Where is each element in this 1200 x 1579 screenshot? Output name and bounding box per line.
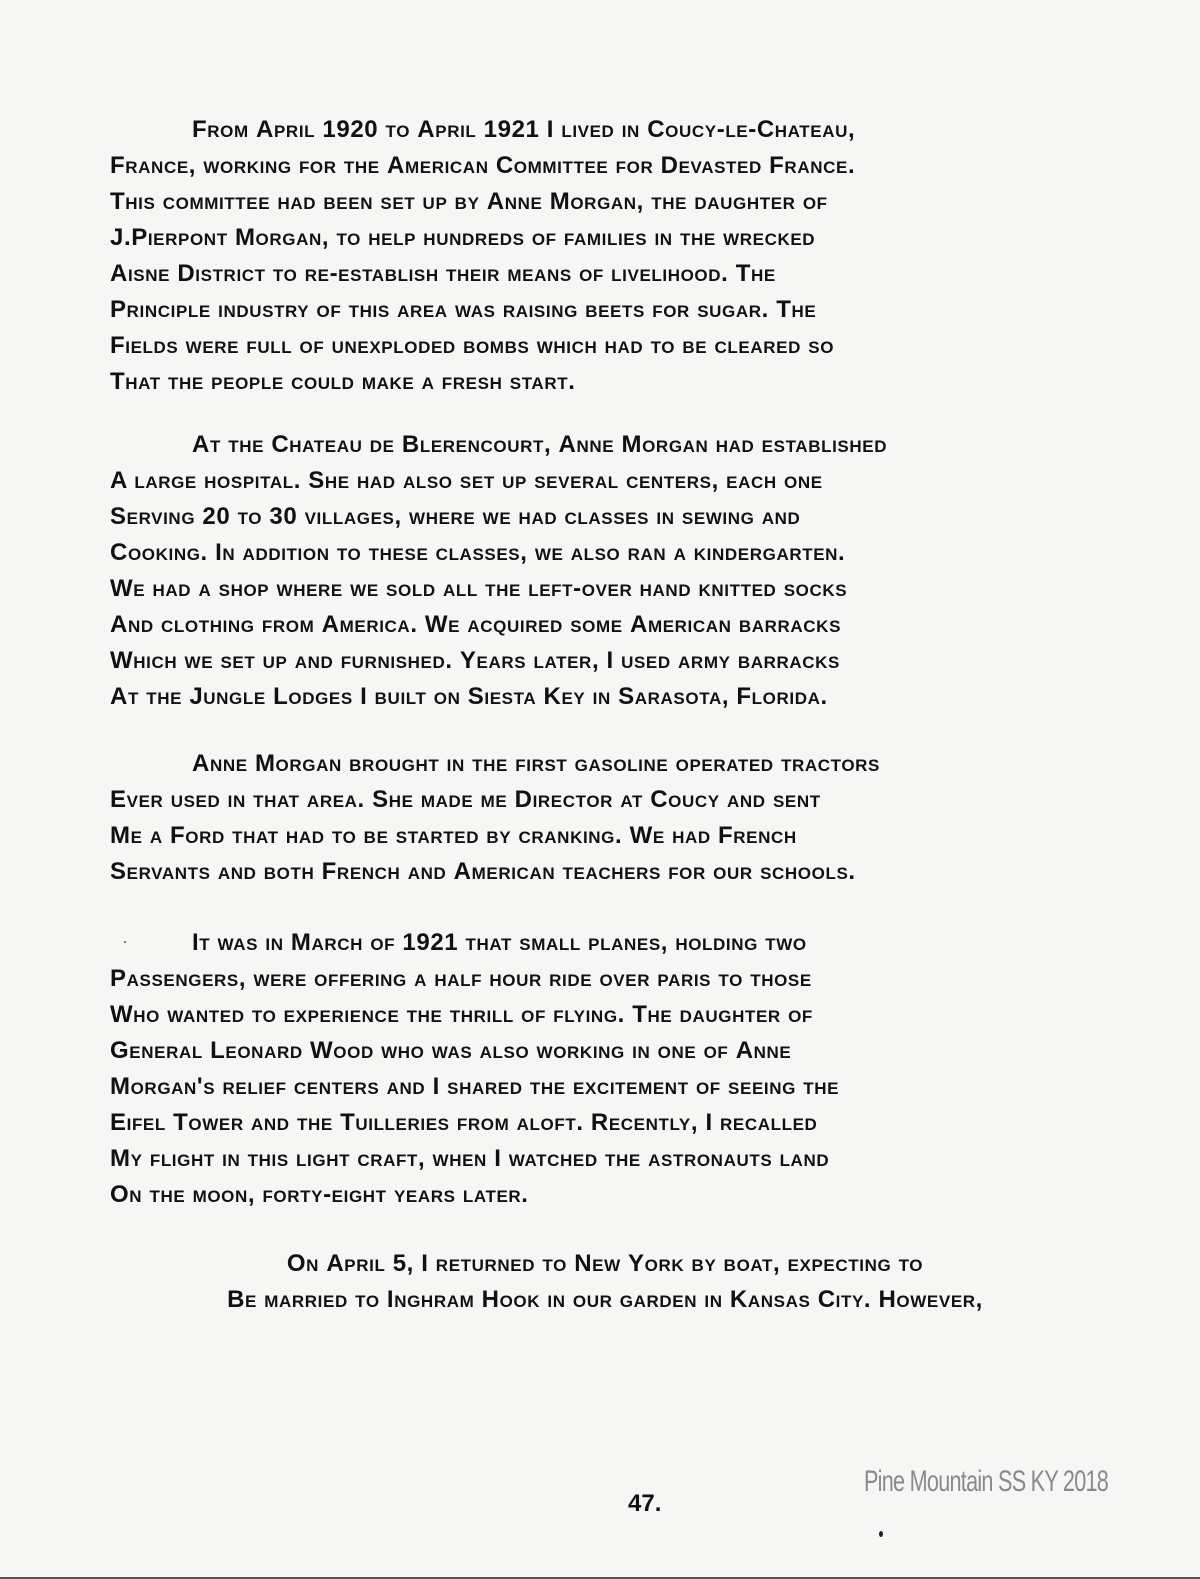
text-line: At the Jungle Lodges I built on Siesta Key in Sarasota, Florida.: [110, 683, 828, 710]
text-line: Morgan's relief centers and I shared the excitement of seeing the: [110, 1073, 840, 1100]
text-line: Serving 20 to 30 villages, where we had classes in sewing and: [110, 503, 801, 530]
text-line: At the Chateau de Blerencourt, Anne Morgan had established: [192, 431, 888, 458]
text-line: On April 5, I returned to New York by boat, expecting to: [286, 1250, 924, 1277]
text-line: A large hospital. She had also set up several centers, each one: [110, 467, 823, 494]
text-line: Eifel Tower and the Tuilleries from aloft. Recently, I recalled: [110, 1109, 818, 1136]
paragraph-blerencourt: [110, 427, 1100, 715]
text-line: That the people could make a fresh start.: [110, 368, 576, 395]
text-line: J.Pierpont Morgan, to help hundreds of families in the wrecked: [110, 224, 816, 251]
text-line: Who wanted to experience the thrill of flying. The daughter of: [110, 1001, 813, 1028]
text-line: Cooking. In addition to these classes, we also ran a kindergarten.: [110, 539, 846, 566]
text-line: Anne Morgan brought in the first gasoline operated tractors: [192, 750, 880, 777]
page-number: 47.: [628, 1490, 662, 1517]
text-line: My flight in this light craft, when I watched the astronauts land: [110, 1145, 830, 1172]
text-line: Be married to Inghram Hook in our garden in Kansas City. However,: [227, 1286, 983, 1313]
paragraph-return: [110, 1246, 1100, 1318]
paragraph-tractors: [110, 746, 1100, 890]
text-line: We had a shop where we sold all the left-over hand knitted socks: [110, 575, 848, 602]
text-line: It was in March of 1921 that small planes, holding two: [192, 929, 807, 956]
text-line: France, working for the American Committee for Devasted France.: [110, 152, 856, 179]
text-line: Passengers, were offering a half hour ride over paris to those: [110, 965, 812, 992]
text-line: Me a Ford that had to be started by cranking. We had French: [110, 822, 797, 849]
text-line: Aisne District to re-establish their means of livelihood. The: [110, 260, 776, 287]
text-line: Servants and both French and American teachers for our schools.: [110, 858, 856, 885]
text-line: Ever used in that area. She made me Director at Coucy and sent: [110, 786, 821, 813]
text-line: Fields were full of unexploded bombs which had to be cleared so: [110, 332, 835, 359]
text-line: And clothing from America. We acquired some American barracks: [110, 611, 842, 638]
ink-speck: [124, 941, 126, 943]
watermark: Pine Mountain SS KY 2018: [864, 1465, 1109, 1498]
text-line: On the moon, forty-eight years later.: [110, 1181, 529, 1208]
paragraph-coucy: [110, 112, 1100, 400]
text-line: From April 1920 to April 1921 I lived in Coucy-le-Chateau,: [192, 116, 856, 143]
text-line: Principle industry of this area was raising beets for sugar. The: [110, 296, 817, 323]
text-line: Which we set up and furnished. Years later, I used army barracks: [110, 647, 840, 674]
text-line: This committee had been set up by Anne Morgan, the daughter of: [110, 188, 828, 215]
text-line: General Leonard Wood who was also working in one of Anne: [110, 1037, 792, 1064]
ink-speck: [879, 1531, 883, 1537]
paragraph-planes: [110, 925, 1100, 1213]
